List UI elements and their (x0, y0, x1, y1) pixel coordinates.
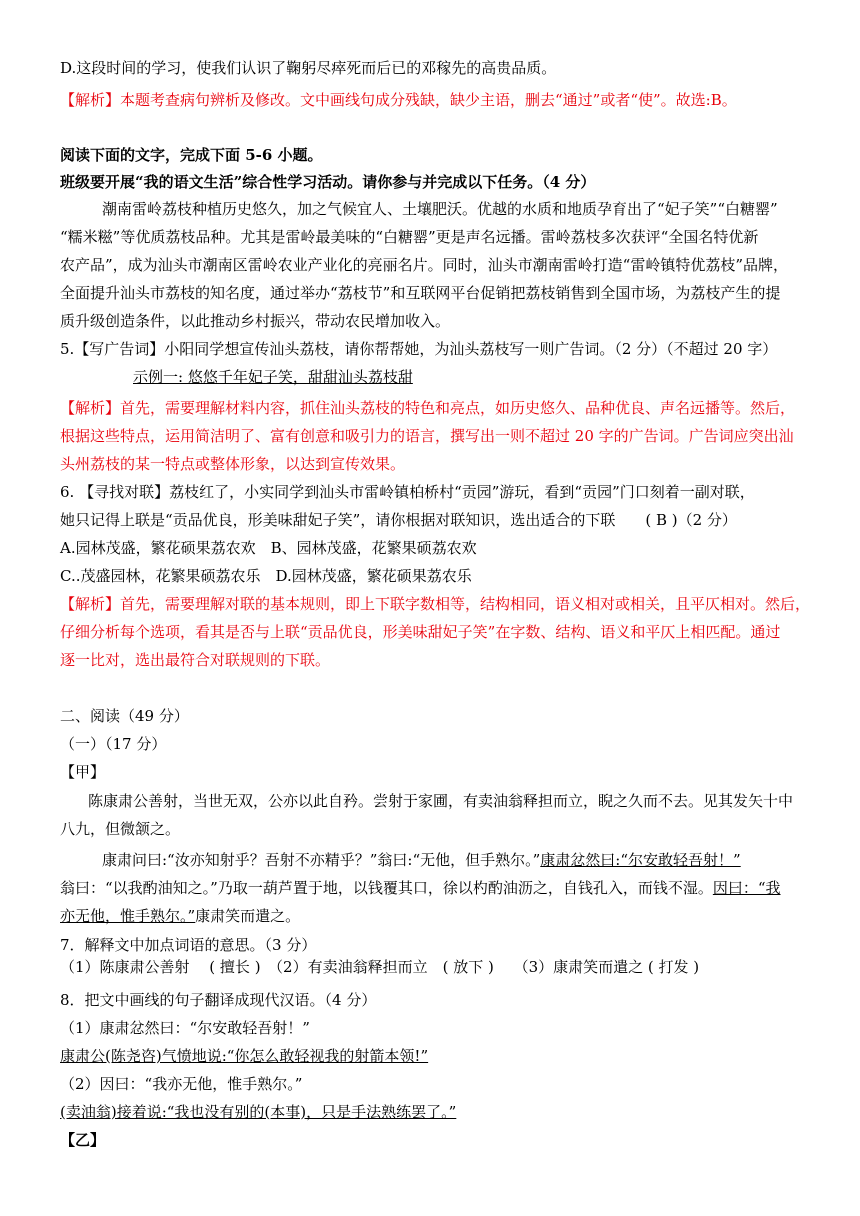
analysis-5-line-1: 【解析】首先，需要理解材料内容，抓住汕头荔枝的特色和亮点，如历史悠久、品种优良、声名远播等。然后， (60, 399, 796, 417)
question-6-line-1: 6. 【寻找对联】荔枝红了，小实同学到汕头市雷岭镇柏桥村“贡园”游玩，看到“贡园”门口刻着一副对联， (60, 483, 755, 501)
classical-text-line-5 (60, 906, 300, 926)
reading-instruction: 阅读下面的文字，完成下面 5-6 小题。 (60, 146, 323, 164)
question-7: 7．解释文中加点词语的意思。（3 分） (60, 936, 317, 954)
section-2-heading: 二、阅读（49 分） (60, 707, 189, 725)
classical-text-line-3 (102, 850, 741, 870)
question-8-sub-1: （1）康肃忿然曰：“尔安敢轻吾射！” (60, 1019, 310, 1037)
underlined-sentence-2-end: 亦无他，惟手熟尔。” (60, 907, 196, 925)
underlined-sentence-2-start: 因曰：“我 (712, 879, 781, 897)
analysis-6-line-2: 仔细分析每个选项，看其是否与上联“贡品优良，形美味甜妃子笑”在字数、结构、语义和平仄上相匹配。通过 (60, 623, 781, 641)
analysis-5-line-3: 头州荔枝的某一特点或整体形象，以达到宣传效果。 (60, 455, 406, 473)
passage-line-2: “糯米糍”等优质荔枝品种。尤其是雷岭最美味的“白糖罂”更是声名远播。雷岭荔枝多次获评“全国名特优新 (60, 228, 759, 246)
answer-8-2: (卖油翁)接着说:“我也没有别的(本事)，只是手法熟练罢了。” (60, 1103, 457, 1121)
question-5: 5.【写广告词】小阳同学想宣传汕头荔枝，请你帮帮她，为汕头荔枝写一则广告词。（2 分）（不超过 20 字） (60, 340, 778, 358)
text-jia-label: 【甲】 (60, 763, 106, 781)
classical-text-line-5-plain: 康肃笑而遣之。 (195, 907, 301, 925)
analysis-6-line-3: 逐一比对，选出最符合对联规则的下联。 (60, 651, 331, 669)
passage-line-4: 全面提升汕头市荔枝的知名度，通过举办“荔枝节”和互联网平台促销把荔枝销售到全国市场，为荔枝产生的提 (60, 284, 781, 302)
passage-line-5: 质升级创造条件，以此推动乡村振兴，带动农民增加收入。 (60, 312, 451, 330)
question-7-answers: （1）陈康肃公善射 ( 擅长 ) （2）有卖油翁释担而立 ( 放下 ) （3）康肃笑而遣之 ( 打发 ) (60, 958, 700, 976)
passage-line-1: 潮南雷岭荔枝种植历史悠久，加之气候宜人、土壤肥沃。优越的水质和地质孕育出了“妃子笑”“白糖罂” (102, 200, 778, 218)
answer-8-1: 康肃公(陈尧咨)气愤地说:“你怎么敢轻视我的射箭本领!” (60, 1047, 429, 1065)
question-6-line-2: 她只记得上联是“贡品优良，形美味甜妃子笑”，请你根据对联知识，选出适合的下联 ( B )（2 分） (60, 511, 737, 529)
analysis-6-line-1: 【解析】首先，需要理解对联的基本规则，即上下联字数相等，结构相同，语义相对或相关，且平仄相对。然后， (60, 595, 811, 613)
classical-text-line-3-plain: 康肃问曰:“汝亦知射乎？吾射不亦精乎？”翁曰:“无他，但手熟尔。” (102, 851, 541, 869)
options-c-d: C..茂盛园林，花繁果硕荔农乐 D.园林茂盛，繁花硕果荔农乐 (60, 567, 472, 585)
passage-line-3: 农产品”，成为汕头市潮南区雷岭农业产业化的亮丽名片。同时，汕头市潮南雷岭打造“雷岭镇特优荔枝”品牌， (60, 256, 789, 274)
question-8-sub-2: （2）因曰：“我亦无他，惟手熟尔。” (60, 1075, 303, 1093)
analysis-5-line-2: 根据这些特点，运用简洁明了、富有创意和吸引力的语言，撰写出一则不超过 20 字的广告词。广告词应突出汕 (60, 427, 794, 445)
underlined-sentence-1: 康肃忿然曰:“尔安敢轻吾射！” (540, 851, 741, 869)
analysis-4: 【解析】本题考查病句辨析及修改。文中画线句成分残缺，缺少主语，删去“通过”或者“使”。故选:B。 (60, 91, 737, 109)
classical-text-line-4-plain: 翁曰：“以我酌油知之。”乃取一葫芦置于地，以钱覆其口，徐以杓酌油沥之，自钱孔入，而钱不湿。 (60, 879, 713, 897)
classical-text-line-4 (60, 878, 781, 898)
classical-text-line-2: 八九，但微颔之。 (60, 820, 181, 838)
options-a-b: A.园林茂盛，繁花硕果荔农欢 B、园林茂盛，花繁果硕荔农欢 (60, 539, 477, 557)
classical-text-line-1: 陈康肃公善射，当世无双，公亦以此自矜。尝射于家圃，有卖油翁释担而立，睨之久而不去。见其发矢十中 (88, 792, 794, 810)
activity-intro: 班级要开展“我的语文生活”综合性学习活动。请你参与并完成以下任务。（4 分） (60, 173, 596, 191)
answer-5-example: 示例一: 悠悠千年妃子笑，甜甜汕头荔枝甜 (133, 368, 413, 386)
text-yi-label: 【乙】 (60, 1131, 106, 1149)
question-8: 8．把文中画线的句子翻译成现代汉语。（4 分） (60, 991, 377, 1009)
option-d-text: D.这段时间的学习，使我们认识了鞠躬尽瘁死而后已的邓稼先的高贵品质。 (60, 59, 557, 77)
part-1-heading: （一）（17 分） (60, 735, 167, 753)
